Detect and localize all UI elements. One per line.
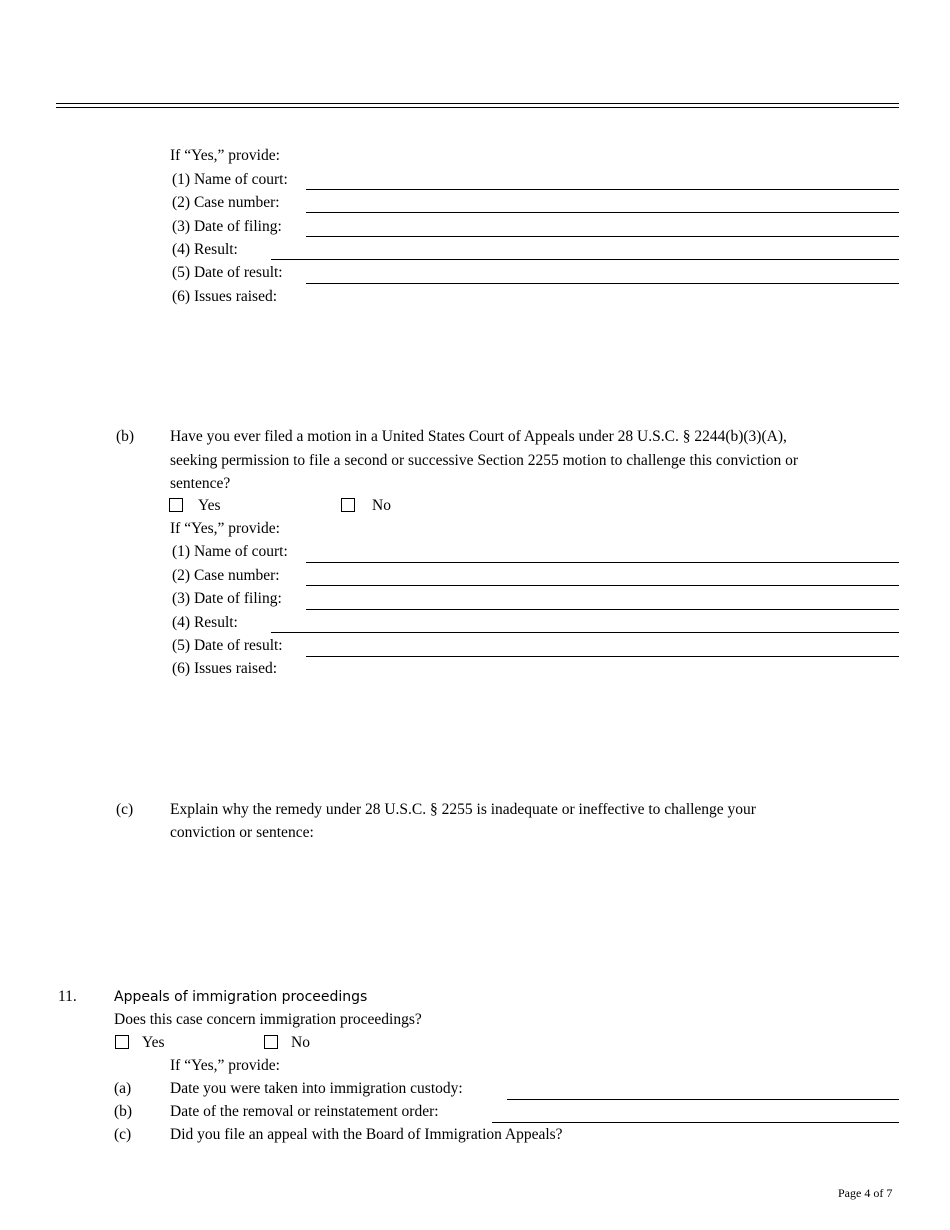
s11-yes-label: Yes — [142, 1034, 165, 1051]
a-issues-raised-label: (6) Issues raised: — [172, 288, 278, 305]
a-result-label: (4) Result: — [172, 241, 238, 258]
a-date-of-filing-label: (3) Date of filing: — [172, 218, 282, 235]
b-yes-checkbox[interactable] — [169, 498, 183, 512]
b-no-checkbox[interactable] — [341, 498, 355, 512]
b-result-label: (4) Result: — [172, 614, 238, 631]
b-name-of-court-label: (1) Name of court: — [172, 543, 288, 560]
b-yes-label: Yes — [198, 497, 221, 514]
b-date-of-result-label: (5) Date of result: — [172, 637, 283, 654]
s11-a-label: (a) — [114, 1080, 132, 1097]
b-date-of-result-field[interactable] — [306, 656, 899, 657]
section-11-number: 11. — [58, 988, 77, 1005]
if-yes-label-11: If “Yes,” provide: — [170, 1057, 280, 1074]
a-name-of-court-label: (1) Name of court: — [172, 171, 288, 188]
section-11-question: Does this case concern immigration proceedings? — [114, 1011, 422, 1028]
s11-custody-date-field[interactable] — [507, 1099, 899, 1100]
b-date-of-filing-label: (3) Date of filing: — [172, 590, 282, 607]
s11-c-label: (c) — [114, 1126, 132, 1143]
a-date-of-filing-field[interactable] — [306, 236, 899, 237]
b-question-line-3: sentence? — [170, 475, 231, 492]
a-case-number-label: (2) Case number: — [172, 194, 280, 211]
header-rule-top — [56, 103, 899, 104]
s11-yes-checkbox[interactable] — [115, 1035, 129, 1049]
s11-b-text: Date of the removal or reinstatement order: — [170, 1103, 439, 1120]
b-item-label: (b) — [116, 428, 135, 445]
a-result-field[interactable] — [271, 259, 899, 260]
b-date-of-filing-field[interactable] — [306, 609, 899, 610]
b-case-number-field[interactable] — [306, 585, 899, 586]
if-yes-label-a: If “Yes,” provide: — [170, 147, 280, 164]
b-issues-raised-label: (6) Issues raised: — [172, 660, 278, 677]
s11-b-label: (b) — [114, 1103, 133, 1120]
s11-removal-order-date-field[interactable] — [492, 1122, 899, 1123]
s11-no-checkbox[interactable] — [264, 1035, 278, 1049]
c-question-line-1: Explain why the remedy under 28 U.S.C. § 2255 is inadequate or ineffective to challenge your — [170, 801, 756, 818]
section-11-title: Appeals of immigration proceedings — [114, 989, 368, 1005]
b-result-field[interactable] — [271, 632, 899, 633]
b-name-of-court-field[interactable] — [306, 562, 899, 563]
c-item-label: (c) — [116, 801, 134, 818]
header-rule-bottom — [56, 107, 899, 108]
if-yes-label-b: If “Yes,” provide: — [170, 520, 280, 537]
b-no-label: No — [372, 497, 391, 514]
s11-a-text: Date you were taken into immigration custody: — [170, 1080, 463, 1097]
s11-c-text: Did you file an appeal with the Board of Immigration Appeals? — [170, 1126, 563, 1143]
a-case-number-field[interactable] — [306, 212, 899, 213]
a-date-of-result-field[interactable] — [306, 283, 899, 284]
s11-no-label: No — [291, 1034, 310, 1051]
b-case-number-label: (2) Case number: — [172, 567, 280, 584]
b-question-line-1: Have you ever filed a motion in a United States Court of Appeals under 28 U.S.C. § 2244(b)(3)(A), — [170, 428, 787, 445]
a-date-of-result-label: (5) Date of result: — [172, 264, 283, 281]
c-question-line-2: conviction or sentence: — [170, 824, 314, 841]
a-name-of-court-field[interactable] — [306, 189, 899, 190]
b-question-line-2: seeking permission to file a second or successive Section 2255 motion to challenge this conviction or — [170, 452, 799, 469]
page-number: Page 4 of 7 — [838, 1186, 893, 1200]
